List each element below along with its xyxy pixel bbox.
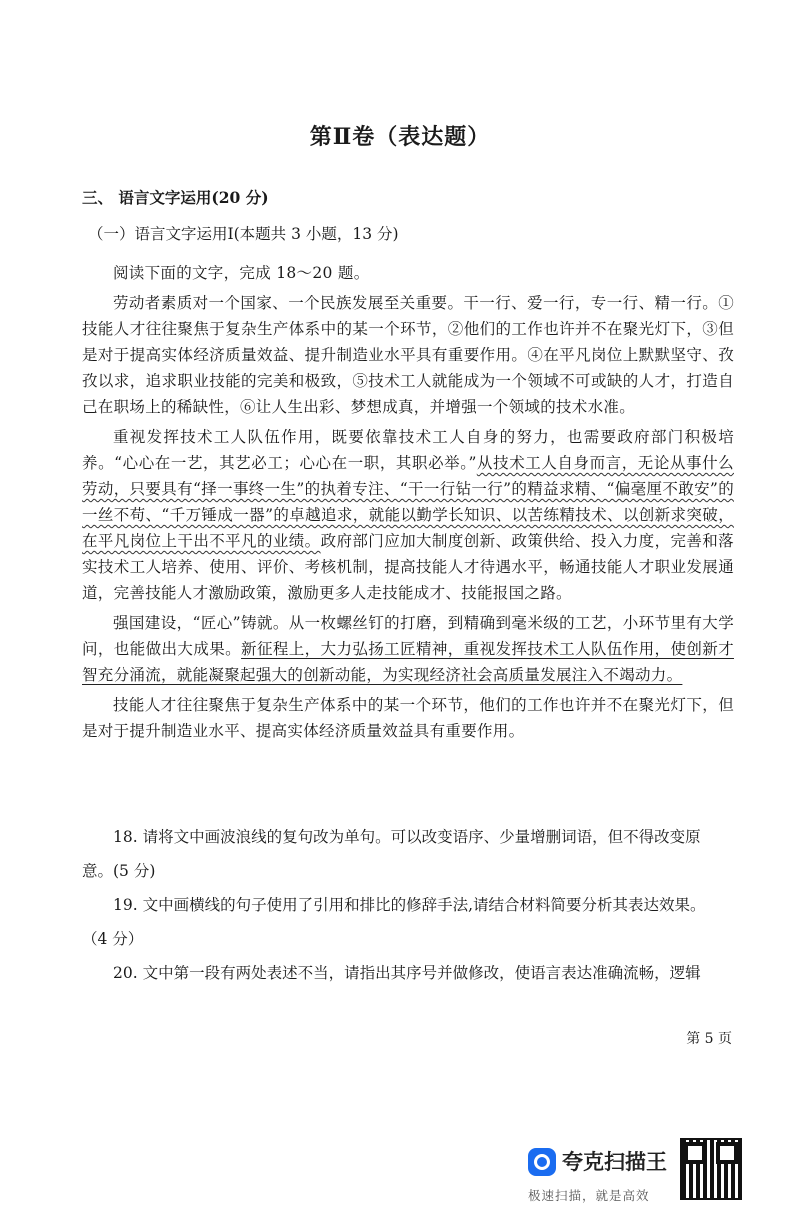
question-18-cont: 意。(5 分) — [82, 862, 156, 880]
passage — [82, 260, 734, 748]
section-heading: 三、 语言文字运用(20 分) — [82, 188, 269, 207]
intro-line: 阅读下面的文字，完成 18～20 题。 — [113, 264, 370, 282]
wavy-underlined-sentence: 从技术工人自身而言，无论从事什么劳动，只要具有“择一事终一生”的执着专注、“干一行钻一行”的精益求精、“偏毫厘不敢安”的一丝不苟、“千万锤成一器”的卓越追求，就能以勤学长知识、以苦练精技术、以创新求突破，在平凡岗位上干出不平凡的业绩。 — [82, 454, 734, 550]
paragraph-3-start: 强国建设，“匠心”铸就。从一枚螺丝钉的打磨，到精确到毫米级的工艺，小环节里有大学问，也能做出大成果。 — [82, 614, 734, 658]
page-number: 第 5 页 — [686, 1031, 732, 1047]
page-title: 第Ⅱ卷（表达题） — [309, 124, 491, 150]
question-19-cont: （4 分） — [82, 930, 144, 948]
scanner-logo-icon — [528, 1148, 556, 1176]
paragraph-2 — [82, 424, 734, 606]
question-18: 18. 请将文中画波浪线的复句改为单句。可以改变语序、少量增删词语，但不得改变原 — [113, 828, 701, 846]
question-19: 19. 文中画横线的句子使用了引用和排比的修辞手法,请结合材料简要分析其表达效果。 — [113, 896, 706, 914]
brand-name: 夸克扫描王 — [562, 1151, 667, 1174]
underlined-sentence: 新征程上，大力弘扬工匠精神，重视发挥技术工人队伍作用，使创新才智充分涌流，就能凝聚起强大的创新动能，为实现经济社会高质量发展注入不竭动力。 — [82, 640, 734, 684]
sub-heading: （一）语言文字运用Ⅰ(本题共 3 小题，13 分) — [88, 225, 399, 243]
paragraph-4: 技能人才往往聚焦于复杂生产体系中的某一个环节，他们的工作也许并不在聚光灯下，但是对于提升制造业水平、提高实体经济质量效益具有重要作用。 — [82, 696, 734, 740]
paragraph-2-start: 重视发挥技术工人队伍作用，既要依靠技术工人自身的努力，也需要政府部门积极培养。“心心在一艺，其艺必工；心心在一职，其职必举。” — [82, 428, 734, 472]
paragraph-1: 劳动者素质对一个国家、一个民族发展至关重要。干一行、爱一行，专一行、精一行。①技能人才往往聚焦于复杂生产体系中的某一个环节，②他们的工作也许并不在聚光灯下，③但是对于提高实体经济质量效益、提升制造业水平具有重要作用。④在平凡岗位上默默坚守、孜孜以求，追求职业技能的完美和极致，⑤技术工人就能成为一个领域不可或缺的人才，打造自己在职场上的稀缺性，⑥让人生出彩、梦想成真，并增强一个领域的技术水准。 — [82, 294, 734, 416]
paragraph-3 — [82, 610, 734, 688]
question-20: 20. 文中第一段有两处表述不当，请指出其序号并做修改，使语言表达准确流畅，逻辑 — [113, 964, 701, 982]
questions — [82, 820, 734, 990]
brand-tagline: 极速扫描，就是高效 — [528, 1189, 650, 1203]
paragraph-2-end: 政府部门应加大制度创新、政策供给、投入力度，完善和落实技术工人培养、使用、评价、考核机制，提高技能人才待遇水平，畅通技能人才职业发展通道，完善技能人才激励政策，激励更多人走技能成才、技能报国之路。 — [82, 532, 734, 602]
qr-code-icon — [680, 1138, 742, 1200]
